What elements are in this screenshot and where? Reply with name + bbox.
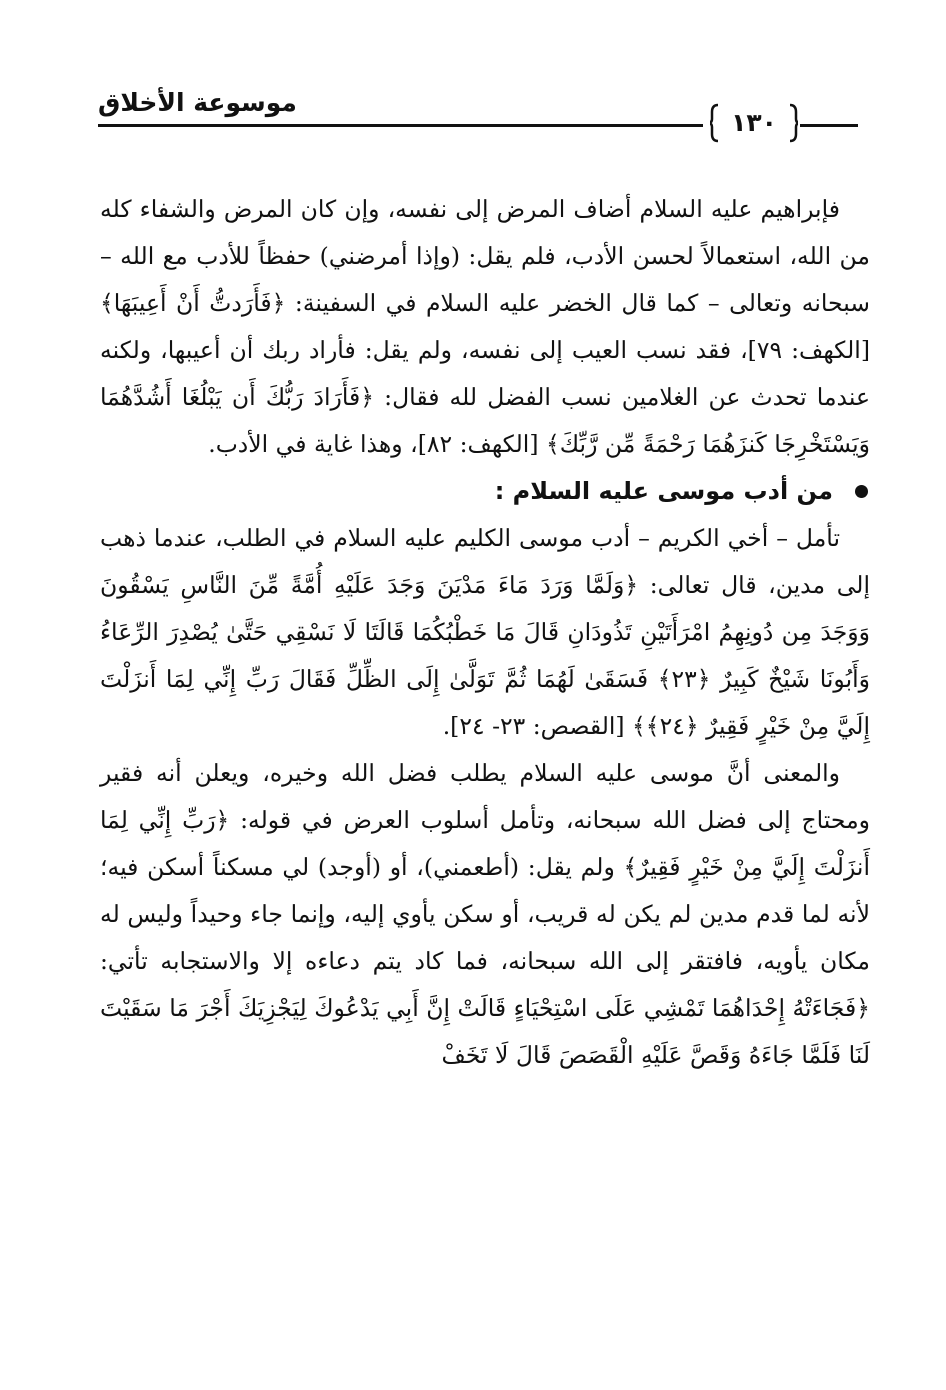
page-body xyxy=(100,186,870,1079)
book-title: موسوعة الأخلاق xyxy=(98,88,297,117)
section-heading-text: من أدب موسى عليه السلام : xyxy=(494,477,833,505)
page-number-frame xyxy=(710,102,798,144)
paragraph-ibrahim-adab: فإبراهيم عليه السلام أضاف المرض إلى نفسه، وإن كان المرض والشفاء كله من الله، استعمالاً لحسن الأدب، فلم يقل: (وإذا أمرضني) حفظاً للأدب مع الله – سبحانه وتعالى – كما قال الخضر عليه السلام في السفينة: ﴿فَأَرَدتُّ أَنْ أَعِيبَهَا﴾ [الكهف: ٧٩]، فقد نسب العيب إلى نفسه، ولم يقل: فأراد ربك أن أعيبها، ولكنه عندما تحدث عن الغلامين نسب الفضل لله فقال: ﴿فَأَرَادَ رَبُّكَ أَن يَبْلُغَا أَشُدَّهُمَا وَيَسْتَخْرِجَا كَنزَهُمَا رَحْمَةً مِّن رَّبِّكَ﴾ [الكهف: ٨٢]، وهذا غاية في الأدب. xyxy=(100,195,870,458)
header-rule-left xyxy=(98,124,703,127)
section-heading-musa xyxy=(100,468,870,515)
page-number: ١٣٠ xyxy=(731,108,777,137)
page-header xyxy=(98,88,858,138)
paragraph-musa-madyan: تأمل – أخي الكريم – أدب موسى الكليم عليه السلام في الطلب، عندما ذهب إلى مدين، قال تعالى: ﴿وَلَمَّا وَرَدَ مَاءَ مَدْيَنَ وَجَدَ عَلَيْهِ أُمَّةً مِّنَ النَّاسِ يَسْقُونَ وَوَجَدَ مِن دُونِهِمُ امْرَأَتَيْنِ تَذُودَانِ قَالَ مَا خَطْبُكُمَا قَالَتَا لَا نَسْقِي حَتَّىٰ يُصْدِرَ الرِّعَاءُ وَأَبُونَا شَيْخٌ كَبِيرٌ ﴿٢٣﴾ فَسَقَىٰ لَهُمَا ثُمَّ تَوَلَّىٰ إِلَى الظِّلِّ فَقَالَ رَبِّ إِنِّي لِمَا أَنزَلْتَ إِلَيَّ مِنْ خَيْرٍ فَقِيرٌ ﴿٢٤﴾﴾ [القصص: ٢٣- ٢٤]. xyxy=(100,524,870,740)
paragraph-musa-meaning: والمعنى أنَّ موسى عليه السلام يطلب فضل الله وخيره، ويعلن أنه فقير ومحتاج إلى فضل الله سبحانه، وتأمل أسلوب العرض في قوله: ﴿رَبِّ إِنِّي لِمَا أَنزَلْتَ إِلَيَّ مِنْ خَيْرٍ فَقِيرٌ﴾ ولم يقل: (أطعمني)، أو (أوجد) لي مسكناً أسكن فيه؛ لأنه لما قدم مدين لم يكن له قريب، أو سكن يأوي إليه، وإنما جاء وحيداً وليس له مكان يأويه، فافتقر إلى الله سبحانه، فما كاد يتم دعاءه إلا والاستجابه تأتي: ﴿فَجَاءَتْهُ إِحْدَاهُمَا تَمْشِي عَلَى اسْتِحْيَاءٍ قَالَتْ إِنَّ أَبِي يَدْعُوكَ لِيَجْزِيَكَ أَجْرَ مَا سَقَيْتَ لَنَا فَلَمَّا جَاءَهُ وَقَصَّ عَلَيْهِ الْقَصَصَ قَالَ لَا تَخَفْ xyxy=(100,759,870,1069)
header-rule-right xyxy=(800,124,858,127)
bullet-icon xyxy=(855,485,868,498)
